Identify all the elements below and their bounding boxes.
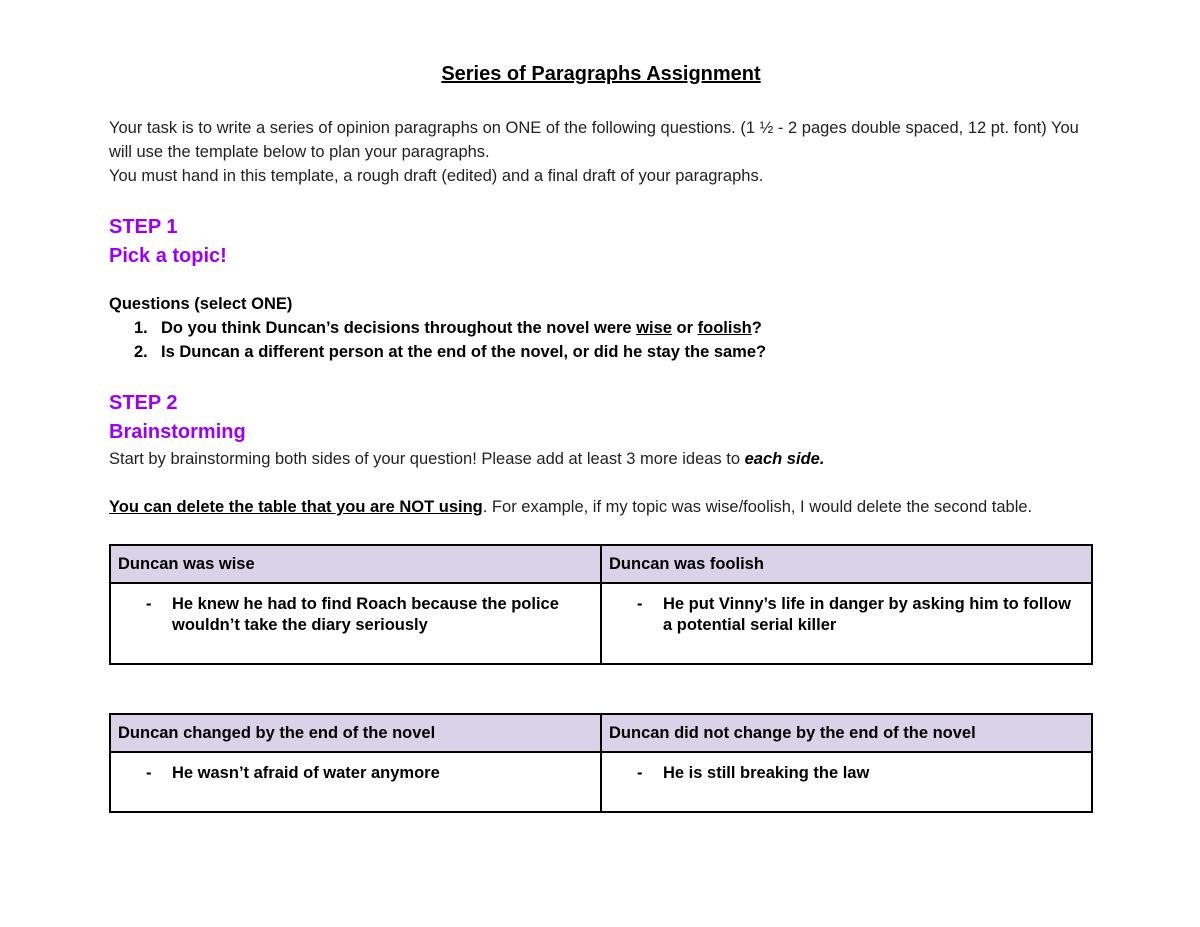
question-1 bbox=[136, 316, 1093, 340]
list-item bbox=[118, 594, 593, 636]
brainstorm-instructions bbox=[109, 447, 1093, 471]
step2-heading: Brainstorming bbox=[109, 421, 246, 443]
step2-section bbox=[109, 389, 1093, 519]
dash-bullet: - bbox=[146, 764, 152, 782]
delete-table-note bbox=[109, 495, 1093, 519]
dash-bullet: - bbox=[146, 595, 152, 613]
intro-line-1: Your task is to write a series of opinion paragraphs on ONE of the following questions. (1 ½ - 2 pages double spaced, 12 pt. font) You will use the template below to plan your paragraphs. bbox=[109, 119, 1079, 161]
delete-note-rest: . For example, if my topic was wise/foolish, I would delete the second table. bbox=[482, 498, 1033, 516]
dash-bullet: - bbox=[637, 595, 643, 613]
delete-note-underlined: You can delete the table that you are NOT using bbox=[109, 498, 483, 516]
step1-section bbox=[109, 213, 1093, 364]
step1-heading: Pick a topic! bbox=[109, 245, 227, 267]
not-changed-header: Duncan did not change by the end of the novel bbox=[601, 714, 1092, 752]
foolish-header: Duncan was foolish bbox=[601, 545, 1092, 583]
list-item bbox=[609, 763, 1084, 784]
table-row bbox=[110, 752, 1092, 812]
not-changed-cell[interactable] bbox=[601, 752, 1092, 812]
foolish-word: foolish bbox=[697, 319, 752, 337]
not-changed-item-text: He is still breaking the law bbox=[663, 764, 870, 782]
changed-cell[interactable] bbox=[110, 752, 601, 812]
wise-item-text: He knew he had to find Roach because the police wouldn’t take the diary seriously bbox=[172, 595, 559, 634]
changed-table bbox=[109, 713, 1093, 813]
questions-heading: Questions (select ONE) bbox=[109, 295, 293, 313]
question-2-number: 2. bbox=[134, 343, 148, 361]
question-1-end: ? bbox=[751, 319, 762, 337]
question-1-text: Do you think Duncan’s decisions throughout the novel were bbox=[161, 319, 637, 337]
table-row bbox=[110, 583, 1092, 664]
wise-foolish-table bbox=[109, 544, 1093, 665]
wise-header: Duncan was wise bbox=[110, 545, 601, 583]
each-side-emphasis: each side. bbox=[744, 450, 825, 468]
intro-line-2: You must hand in this template, a rough draft (edited) and a final draft of your paragraphs. bbox=[109, 167, 764, 185]
brainstorm-text: Start by brainstorming both sides of your question! Please add at least 3 more ideas to bbox=[109, 450, 745, 468]
question-2-text: Is Duncan a different person at the end of the novel, or did he stay the same? bbox=[161, 343, 767, 361]
foolish-cell[interactable] bbox=[601, 583, 1092, 664]
questions-list bbox=[109, 316, 1093, 364]
document-page bbox=[109, 60, 1093, 813]
foolish-item-text: He put Vinny’s life in danger by asking him to follow a potential serial killer bbox=[663, 595, 1071, 634]
table-header-row bbox=[110, 714, 1092, 752]
or-word: or bbox=[671, 319, 698, 337]
step1-label: STEP 1 bbox=[109, 216, 178, 238]
list-item bbox=[118, 763, 593, 784]
changed-header: Duncan changed by the end of the novel bbox=[110, 714, 601, 752]
question-1-number: 1. bbox=[134, 319, 148, 337]
wise-word: wise bbox=[636, 319, 672, 337]
dash-bullet: - bbox=[637, 764, 643, 782]
question-2 bbox=[136, 340, 1093, 364]
step2-label: STEP 2 bbox=[109, 392, 178, 414]
table-header-row bbox=[110, 545, 1092, 583]
wise-cell[interactable] bbox=[110, 583, 601, 664]
document-title: Series of Paragraphs Assignment bbox=[441, 63, 761, 85]
intro-text bbox=[109, 116, 1093, 188]
changed-item-text: He wasn’t afraid of water anymore bbox=[172, 764, 440, 782]
list-item bbox=[609, 594, 1084, 636]
